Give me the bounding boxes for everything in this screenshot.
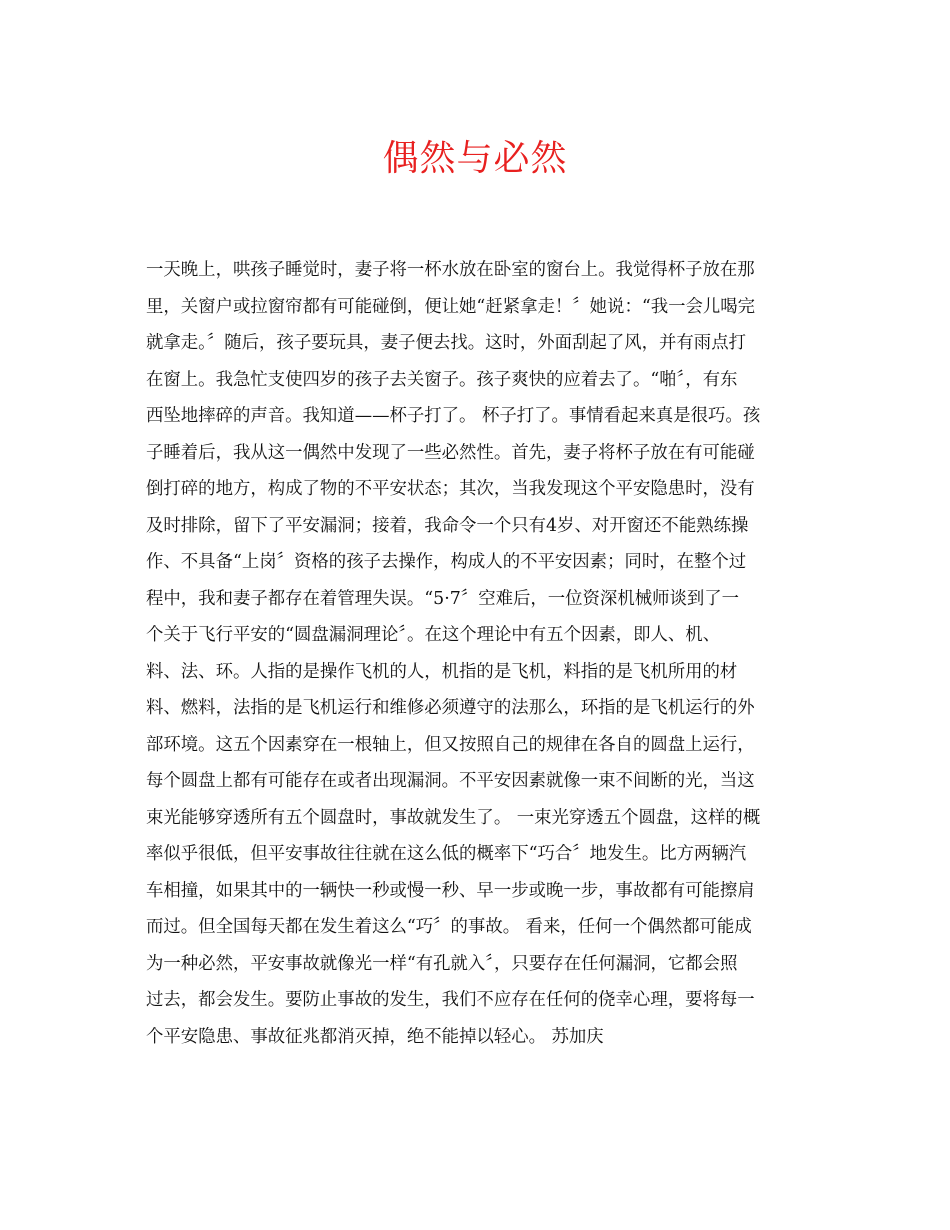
- body-line: 束光能够穿透所有五个圆盘时，事故就发生了。 一束光穿透五个圆盘，这样的概: [146, 807, 761, 828]
- body-line: 一天晚上，哄孩子睡觉时，妻子将一杯水放在卧室的窗台上。我觉得杯子放在那: [146, 260, 755, 280]
- body-line: 个关于飞行平安的“圆盘漏洞理论〞。在这个理论中有五个因素，即人、机、: [146, 625, 721, 645]
- body-line: 程中，我和妻子都存在着管理失误。“5·7〞空难后，一位资深机械师谈到了一: [146, 588, 740, 609]
- body-line: 料、燃料，法指的是飞机运行和维修必须遵守的法那么，环指的是飞机运行的外: [146, 698, 755, 718]
- body-line: 每个圆盘上都有可能存在或者出现漏洞。不平安因素就像一束不间断的光，当这: [146, 771, 755, 791]
- body-line: 子睡着后，我从这一偶然中发现了一些必然性。首先，妻子将杯子放在有可能碰: [146, 442, 755, 463]
- article-body: [146, 252, 806, 1055]
- body-line: 过去，都会发生。要防止事故的发生，我们不应存在任何的侥幸心理，要将每一: [146, 990, 755, 1010]
- body-line: 倒打碎的地方，构成了物的不平安状态；其次，当我发现这个平安隐患时，没有: [146, 479, 755, 499]
- body-line: 及时排除，留下了平安漏洞；接着，我命令一个只有4岁、对开窗还不能熟练操: [146, 515, 749, 536]
- body-line: 为一种必然，平安事故就像光一样“有孔就入〞，只要存在任何漏洞，它都会照: [146, 953, 738, 974]
- body-line: 而过。但全国每天都在发生着这么“巧〞的事故。 看来，任何一个偶然都可能成: [146, 917, 752, 937]
- body-line: 作、不具备“上岗〞资格的孩子去操作，构成人的不平安因素；同时，在整个过: [146, 552, 747, 572]
- body-line: 西坠地摔碎的声音。我知道——杯子打了。 杯子打了。事情看起来真是很巧。孩: [146, 406, 761, 426]
- body-line: 里，关窗户或拉窗帘都有可能碰倒，便让她“赶紧拿走！〞她说：“我一会儿喝完: [146, 296, 756, 317]
- body-line: 料、法、环。人指的是操作飞机的人，机指的是飞机，料指的是飞机所用的材: [146, 661, 738, 682]
- body-line: 在窗上。我急忙支使四岁的孩子去关窗子。孩子爽快的应着去了。“啪〞，有东: [146, 369, 738, 390]
- body-line: 个平安隐患、事故征兆都消灭掉，绝不能掉以轻心。 苏加庆: [146, 1026, 604, 1047]
- body-line: 就拿走。〞随后，孩子要玩具，妻子便去找。这时，外面刮起了风，并有雨点打: [146, 333, 746, 353]
- page-title: 偶然与必然: [382, 138, 568, 179]
- body-line: 率似乎很低，但平安事故往往就在这么低的概率下“巧合〞地发生。比方两辆汽: [146, 844, 747, 864]
- body-line: 部环境。这五个因素穿在一根轴上，但又按照自己的规律在各自的圆盘上运行，: [146, 734, 755, 755]
- body-line: 车相撞，如果其中的一辆快一秒或慢一秒、早一步或晚一步，事故都有可能擦肩: [146, 880, 755, 901]
